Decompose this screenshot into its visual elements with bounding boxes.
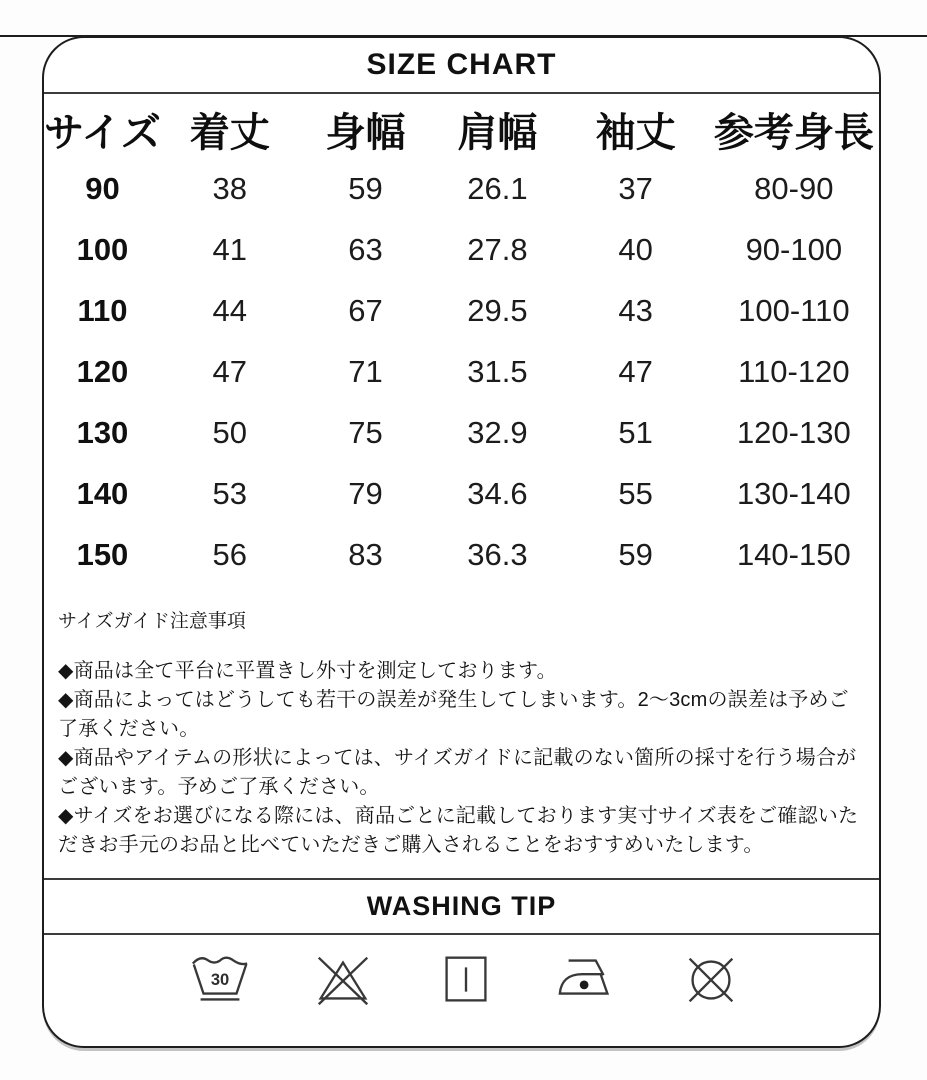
measure-cell: 50 <box>212 414 248 450</box>
washing-tip-bar <box>44 878 879 935</box>
measure-cell: 27.8 <box>467 231 528 267</box>
measure-cell: 44 <box>212 292 248 328</box>
measure-cell: 59 <box>348 170 383 206</box>
measure-cell: 26.1 <box>467 170 528 206</box>
measure-cell: 53 <box>212 475 248 511</box>
wash-30-gentle-icon <box>187 949 253 1011</box>
washing-tip-title: WASHING TIP <box>366 890 557 921</box>
size-chart-card <box>42 36 881 1048</box>
measure-cell: 29.5 <box>467 292 528 328</box>
measure-cell: 120-130 <box>736 414 851 450</box>
do-not-dry-clean-icon <box>678 949 744 1011</box>
column-header: 参考身長 <box>713 110 874 155</box>
measure-cell: 51 <box>618 414 653 450</box>
measure-cell: 31.5 <box>467 353 528 389</box>
line-dry-icon <box>433 949 499 1011</box>
column-header: サイズ <box>44 110 161 155</box>
measure-cell: 110-120 <box>738 353 850 389</box>
measure-cell: 71 <box>348 353 383 389</box>
do-not-bleach-icon <box>310 949 376 1011</box>
measure-cell: 79 <box>348 475 383 511</box>
measure-cell: 43 <box>618 292 653 328</box>
table-row <box>44 463 879 524</box>
size-cell: 110 <box>77 292 128 328</box>
size-table <box>44 94 879 586</box>
measure-cell: 47 <box>212 353 248 389</box>
measure-cell: 59 <box>618 536 653 572</box>
size-chart-title: SIZE CHART <box>366 48 557 81</box>
size-cell: 90 <box>85 170 120 206</box>
measure-cell: 55 <box>618 475 653 511</box>
size-cell: 150 <box>76 536 129 572</box>
measure-cell: 47 <box>618 353 653 389</box>
measure-cell: 37 <box>618 170 653 206</box>
notes-list <box>58 657 863 860</box>
size-cell: 130 <box>76 414 129 450</box>
notes-heading: サイズガイド注意事項 <box>58 611 246 632</box>
note-item: ◆商品は全て平台に平置きし外寸を測定しております。 <box>58 660 557 682</box>
measure-cell: 56 <box>212 536 248 572</box>
table-row <box>44 219 879 280</box>
size-cell: 100 <box>76 231 129 267</box>
measure-cell: 75 <box>348 414 383 450</box>
care-icons-row <box>44 935 879 1047</box>
measure-cell: 63 <box>348 231 383 267</box>
size-chart-title-bar <box>44 38 879 94</box>
measure-cell: 34.6 <box>467 475 528 511</box>
size-table-body <box>44 158 879 585</box>
note-item: ◆商品によってはどうしても若干の誤差が発生してしまいます。2～3cmの誤差は予めご了承ください。 <box>58 689 849 740</box>
table-row <box>44 524 879 585</box>
size-cell: 120 <box>76 353 129 389</box>
measure-cell: 80-90 <box>754 170 834 206</box>
measure-cell: 36.3 <box>467 536 528 572</box>
measure-cell: 40 <box>618 231 653 267</box>
column-header: 着丈 <box>189 110 270 155</box>
measure-cell: 41 <box>212 231 248 267</box>
measure-cell: 32.9 <box>467 414 528 450</box>
iron-low-heat-icon <box>555 949 621 1011</box>
measure-cell: 90-100 <box>745 231 843 267</box>
size-cell: 140 <box>76 475 129 511</box>
measure-cell: 83 <box>348 536 383 572</box>
wash-temp-label: 30 <box>210 971 230 990</box>
size-guide-notes <box>44 586 879 878</box>
column-header: 肩幅 <box>457 110 538 155</box>
table-row <box>44 158 879 219</box>
size-table-header-row <box>44 100 879 158</box>
measure-cell: 140-150 <box>736 536 851 572</box>
measure-cell: 38 <box>212 170 248 206</box>
table-row <box>44 402 879 463</box>
note-item: ◆商品やアイテムの形状によっては、サイズガイドに記載のない箇所の採寸を行う場合がございます。予めご了承ください。 <box>58 747 857 798</box>
table-row <box>44 280 879 341</box>
column-header: 身幅 <box>325 110 406 155</box>
note-item: ◆サイズをお選びになる際には、商品ごとに記載しております実寸サイズ表をご確認いただきお手元のお品と比べていただきご購入されることをおすすめいたします。 <box>58 805 859 856</box>
measure-cell: 130-140 <box>736 475 851 511</box>
measure-cell: 67 <box>348 292 383 328</box>
column-header: 袖丈 <box>595 110 676 155</box>
measure-cell: 100-110 <box>738 292 850 328</box>
table-row <box>44 341 879 402</box>
